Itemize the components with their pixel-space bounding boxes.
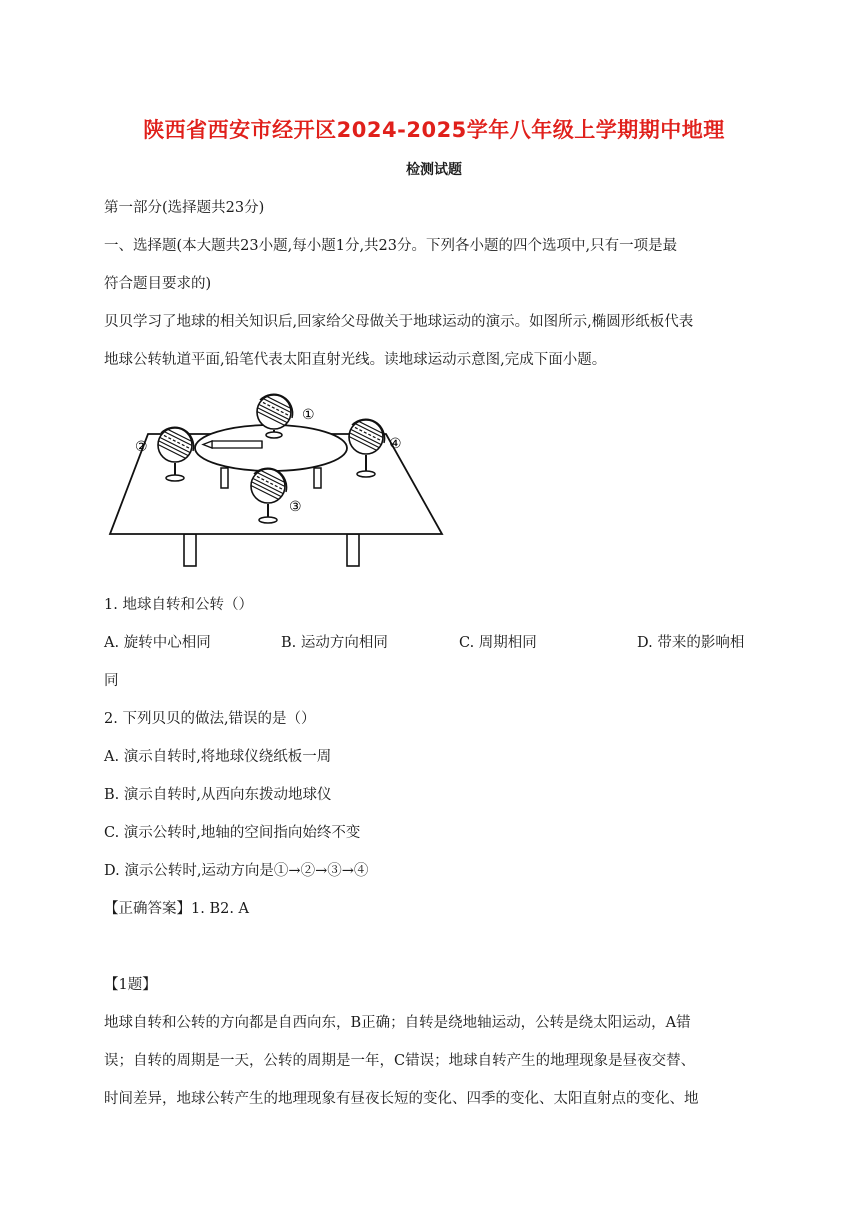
intro-line-1: 贝贝学习了地球的相关知识后,回家给父母做关于地球运动的演示。如图所示,椭圆形纸板代表 [104,314,694,330]
document-title: 陕西省西安市经开区2024-2025学年八年级上学期期中地理 [143,118,725,142]
label-2: ② [135,439,148,455]
document-subtitle: 检测试题 [406,162,462,178]
label-4: ④ [389,436,402,452]
q2-stem: 2. 下列贝贝的做法,错误的是（） [104,711,316,727]
instructions-line-2: 符合题目要求的) [104,276,212,292]
q2-option-d: D. 演示公转时,运动方向是①→②→③→④ [104,863,369,879]
label-3: ③ [289,499,302,515]
pencil [203,441,262,448]
explanation-line-1: 地球自转和公转的方向都是自西向东，B正确；自转是绕地轴运动，公转是绕太阳运动，A错 [104,1015,691,1031]
q2-option-a: A. 演示自转时,将地球仪绕纸板一周 [104,749,332,765]
table-legs [184,534,359,566]
instructions-line-1: 一、选择题(本大题共23小题,每小题1分,共23分。下列各小题的四个选项中,只有一项是最 [104,238,678,254]
q2-option-b: B. 演示自转时,从西向东拨动地球仪 [104,787,332,803]
q1-option-b: B. 运动方向相同 [281,635,388,651]
explanation-line-2: 误；自转的周期是一天，公转的周期是一年，C错误；地球自转产生的地理现象是昼夜交替、 [104,1053,696,1069]
earth-motion-diagram [104,388,454,576]
explanation-heading: 【1题】 [104,977,157,993]
explanation-line-3: 时间差异，地球公转产生的地理现象有昼夜长短的变化、四季的变化、太阳直射点的变化、地 [104,1091,699,1107]
part-heading: 第一部分(选择题共23分) [104,200,265,216]
q1-option-c: C. 周期相同 [459,635,537,651]
q1-option-d-continued: 同 [104,673,119,689]
intro-line-2: 地球公转轨道平面,铅笔代表太阳直射光线。读地球运动示意图,完成下面小题。 [104,352,607,368]
q1-option-a: A. 旋转中心相同 [104,635,211,651]
q2-option-c: C. 演示公转时,地轴的空间指向始终不变 [104,825,361,841]
answer-line: 【正确答案】1. B2. A [104,901,250,917]
q1-stem: 1. 地球自转和公转（） [104,597,253,613]
q1-option-d: D. 带来的影响相 [637,635,745,651]
label-1: ① [302,407,315,423]
